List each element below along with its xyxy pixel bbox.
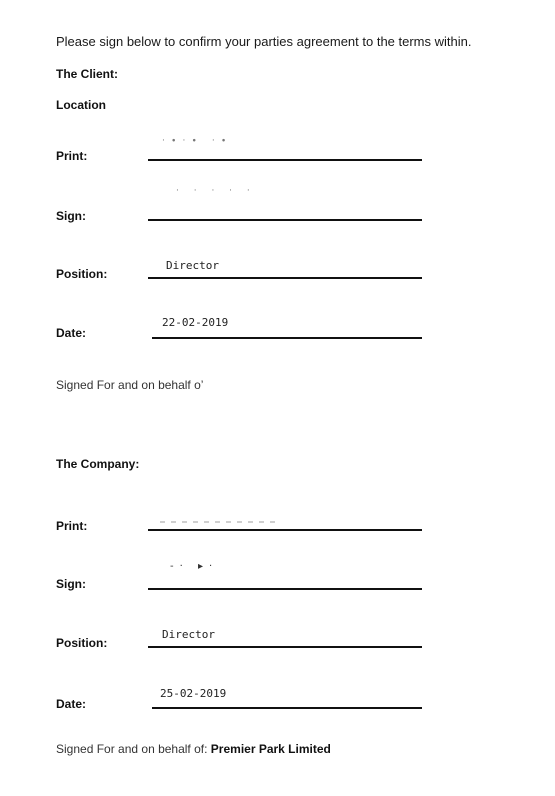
client-footer-text: Signed For and on behalf o’ [56, 378, 204, 392]
client-signature-redacted: · · · · · [176, 186, 256, 196]
company-position-label: Position: [56, 636, 108, 650]
company-date-line[interactable] [152, 707, 422, 709]
company-print-label: Print: [56, 519, 88, 533]
intro-text: Please sign below to confirm your parties agreement to the terms within. [56, 34, 472, 49]
client-heading: The Client: [56, 67, 118, 81]
company-sign-label: Sign: [56, 577, 86, 591]
company-heading: The Company: [56, 457, 140, 471]
client-position-value: Director [166, 259, 219, 272]
company-position-line[interactable] [148, 646, 422, 648]
company-footer-prefix: Signed For and on behalf of: [56, 742, 208, 756]
company-date-value: 25-02-2019 [160, 687, 227, 700]
company-footer [56, 742, 331, 756]
client-print-redacted: ·∙·∙ ·∙ [162, 136, 233, 146]
company-position-value: Director [162, 628, 215, 641]
client-date-value: 22-02-2019 [162, 316, 229, 329]
client-sign-line[interactable] [148, 219, 422, 221]
company-sign-line[interactable] [148, 588, 422, 590]
client-sign-label: Sign: [56, 209, 86, 223]
client-date-line[interactable] [152, 337, 422, 339]
client-position-label: Position: [56, 267, 108, 281]
client-print-line[interactable] [148, 159, 422, 161]
client-date-label: Date: [56, 326, 87, 340]
company-print-redacted [160, 521, 280, 523]
company-footer-name: Premier Park Limited [210, 742, 331, 756]
client-location-label: Location [56, 98, 106, 112]
client-position-line[interactable] [148, 277, 422, 279]
company-signature-redacted: -· ▸· [170, 561, 219, 572]
company-print-line[interactable] [148, 529, 422, 531]
client-print-label: Print: [56, 149, 88, 163]
company-date-label: Date: [56, 697, 87, 711]
